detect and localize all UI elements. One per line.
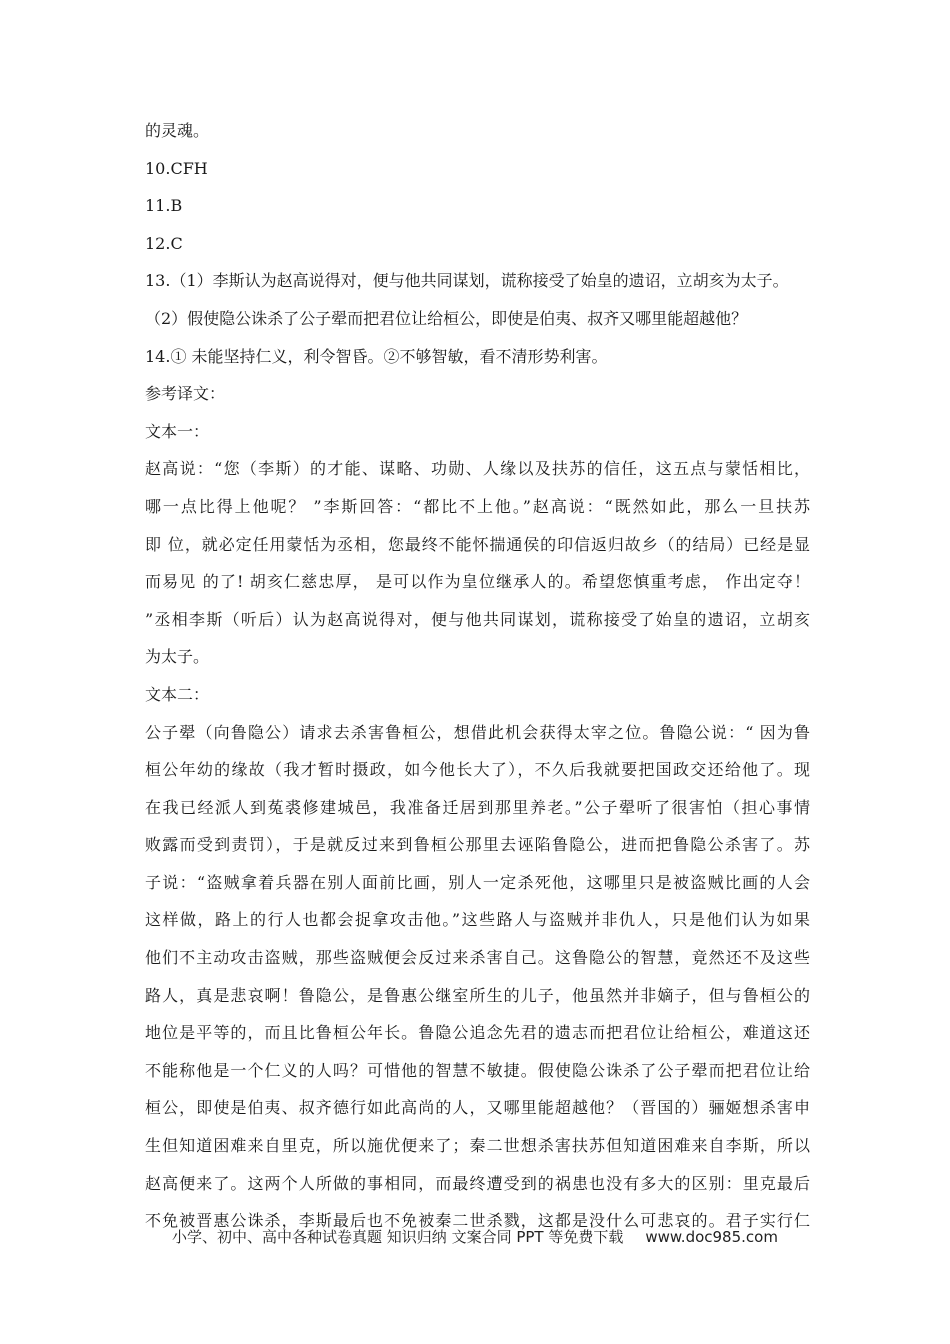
text1-line: 而易见 的了! 胡亥仁慈忠厚， 是可以作为皇位继承人的。希望您慎重考虑， 作出定夺！ (145, 572, 810, 592)
text2-line: 桓公年幼的缘故（我才暂时摄政，如今他长大了），不久后我就要把国政交还给他了。现 (145, 760, 810, 780)
footer-text: 小学、初中、高中各种试卷真题 知识归纳 文案合同 PPT 等免费下载 (172, 1228, 624, 1246)
text2-line: 子说：“盗贼拿着兵器在别人面前比画，别人一定杀死他，这哪里只是被盗贼比画的人会 (145, 872, 810, 892)
text1-line: ”丞相李斯（听后）认为赵高说得对，便与他共同谋划，谎称接受了始皇的遗诏，立胡亥 (145, 609, 810, 629)
document-body (145, 112, 810, 1240)
text1-line: 为太子。 (145, 647, 210, 667)
translation-heading: 参考译文： (145, 384, 226, 404)
answer-10: 10.CFH (145, 158, 208, 178)
text2-line: 生但知道困难来自里克，所以施优便来了；秦二世想杀害扶苏但知道困难来自李斯，所以 (145, 1136, 810, 1156)
answer-9-tail: 的灵魂。 (145, 121, 210, 140)
answer-12: 12.C (145, 233, 183, 253)
text1-label: 文本一： (145, 421, 210, 441)
text2-line: 在我已经派人到菟裘修建城邑，我准备迁居到那里养老。”公子翚听了很害怕（担心事情 (145, 797, 810, 817)
text1-line: 哪一点比得上他呢？ ”李斯回答：“都比不上他。”赵高说：“既然如此，那么一旦扶苏 (145, 496, 810, 516)
footer-url[interactable]: www.doc985.com (645, 1228, 778, 1246)
page-footer (0, 1226, 950, 1247)
text2-line: 他们不主动攻击盗贼，那些盗贼便会反过来杀害自己。这鲁隐公的智慧，竟然还不及这些 (145, 948, 810, 968)
text1-line: 即 位，就必定任用蒙恬为丞相，您最终不能怀揣通侯的印信返归故乡（的结局）已经是显 (145, 534, 810, 554)
text2-line: 这样做，路上的行人也都会捉拿攻击他。”这些路人与盗贼并非仇人，只是他们认为如果 (145, 910, 810, 930)
answer-13-part1: 13.（1）李斯认为赵高说得对，便与他共同谋划，谎称接受了始皇的遗诏，立胡亥为太子。 (145, 271, 789, 291)
answer-11: 11.B (145, 196, 183, 216)
answer-14: 14.① 未能坚持仁义，利令智昏。②不够智敏，看不清形势利害。 (145, 346, 608, 366)
answer-13-part2: （2）假使隐公诛杀了公子翚而把君位让给桓公，即使是伯夷、叔齐又哪里能超越他？ (145, 308, 748, 328)
text2-line: 路人，真是悲哀啊！鲁隐公，是鲁惠公继室所生的儿子，他虽然并非嫡子，但与鲁桓公的 (145, 985, 810, 1005)
text2-line: 公子翚（向鲁隐公）请求去杀害鲁桓公，想借此机会获得太宰之位。鲁隐公说：“ 因为鲁 (145, 722, 810, 742)
text2-line: 桓公，即使是伯夷、叔齐德行如此高尚的人，又哪里能超越他？（晋国的）骊姬想杀害申 (145, 1098, 810, 1118)
text2-line: 赵高便来了。这两个人所做的事相同，而最终遭受到的祸患也没有多大的区别：里克最后 (145, 1173, 810, 1193)
text2-label: 文本二： (145, 684, 210, 704)
text2-line: 不能称他是一个仁义的人吗？可惜他的智慧不敏捷。假使隐公诛杀了公子翚而把君位让给 (145, 1060, 810, 1080)
text2-line: 不免被晋惠公诛杀，李斯最后也不免被秦二世杀戮，这都是没什么可悲哀的。君子实行仁 (145, 1211, 810, 1231)
text2-line: 败露而受到责罚），于是就反过来到鲁桓公那里去诬陷鲁隐公，进而把鲁隐公杀害了。苏 (145, 835, 810, 855)
text2-line: 地位是平等的，而且比鲁桓公年长。鲁隐公追念先君的遗志而把君位让给桓公，难道这还 (145, 1023, 810, 1043)
text1-line: 赵高说：“您（李斯）的才能、谋略、功勋、人缘以及扶苏的信任，这五点与蒙恬相比， (145, 459, 810, 479)
